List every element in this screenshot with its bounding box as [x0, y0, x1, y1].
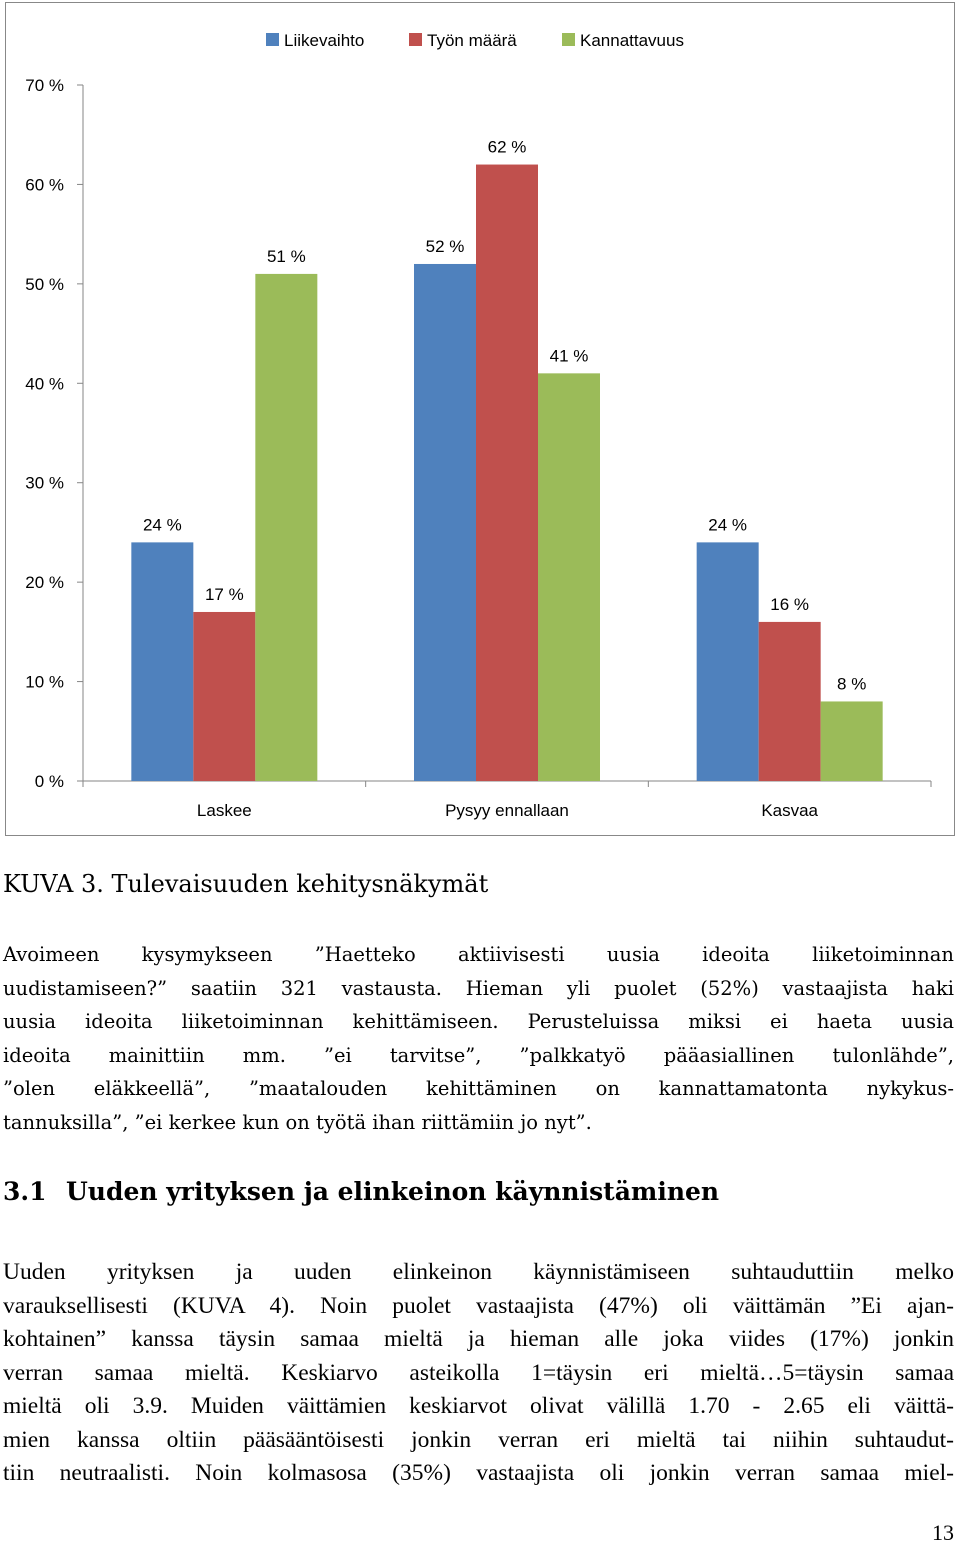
- legend-swatch: [409, 33, 422, 46]
- y-tick-label: 0 %: [34, 772, 64, 791]
- x-tick-label: Kasvaa: [761, 801, 819, 820]
- y-tick-label: 40 %: [25, 374, 64, 394]
- paragraph-line: varauksellisesti (KUVA 4). Noin puolet vastaajista (47%) oli väittämän ”Ei ajan-: [3, 1292, 954, 1319]
- bar-työn-määrä: [476, 165, 538, 781]
- paragraph-line: ideoita mainittiin mm. ”ei tarvitse”, ”palkkatyö pääasiallinen tulonlähde”,: [3, 1043, 954, 1067]
- paragraph-line: mien kanssa oltiin pääsääntöisesti jonkin verran eri mieltä tai niihin suhtaudut-: [3, 1426, 954, 1453]
- bar-liikevaihto: [697, 542, 759, 781]
- y-tick-label: 50 %: [25, 274, 64, 294]
- paragraph-line: Avoimeen kysymykseen ”Haetteko aktiivisesti uusia ideoita liiketoiminnan: [3, 943, 954, 966]
- paragraph-1: [3, 938, 954, 1139]
- paragraph-line: Uuden yrityksen ja uuden elinkeinon käynnistämiseen suhtauduttiin melko: [3, 1259, 954, 1285]
- bar-kannattavuus: [821, 701, 883, 781]
- section-number: 3.1: [3, 1177, 47, 1206]
- y-tick-label: 10 %: [25, 672, 64, 692]
- paragraph-line: verran samaa mieltä. Keskiarvo asteikolla 1=täysin eri mieltä…5=täysin samaa: [3, 1359, 954, 1386]
- paragraph-line: tannuksilla”, ”ei kerkee kun on työtä ihan riittämiin jo nyt”.: [3, 1110, 592, 1134]
- legend-label: Liikevaihto: [284, 31, 365, 50]
- y-tick-label: 70 %: [25, 76, 64, 95]
- data-label: 17 %: [204, 584, 244, 604]
- paragraph-line: ”olen eläkkeellä”, ”maatalouden kehittäminen on kannattamatonta nykykus-: [3, 1077, 954, 1100]
- y-tick-label: 20 %: [25, 573, 64, 593]
- data-label: 51 %: [266, 246, 306, 266]
- page-number: 13: [932, 1520, 954, 1545]
- paragraph-line: tiin neutraalisti. Noin kolmasosa (35%) vastaajista oli jonkin verran samaa miel-: [3, 1460, 954, 1486]
- data-label: 24 %: [708, 515, 748, 535]
- x-tick-label: Pysyy ennallaan: [445, 801, 569, 820]
- paragraph-line: mieltä oli 3.9. Muiden väittämien keskiarvot olivat välillä 1.70 - 2.65 eli väittä-: [3, 1393, 954, 1419]
- figure-caption: KUVA 3. Tulevaisuuden kehitysnäkymät: [3, 870, 489, 898]
- data-label: 62 %: [487, 137, 527, 157]
- data-label: 52 %: [425, 236, 465, 256]
- legend-label: Kannattavuus: [580, 31, 684, 50]
- x-tick-label: Laskee: [196, 801, 252, 820]
- data-label: 16 %: [770, 594, 810, 614]
- data-label: 8 %: [837, 674, 867, 694]
- paragraph-2: [3, 1256, 954, 1491]
- bar-liikevaihto: [414, 264, 476, 781]
- legend-label: Työn määrä: [427, 31, 517, 50]
- y-tick-label: 60 %: [25, 175, 64, 195]
- data-label: 24 %: [142, 515, 182, 535]
- legend-swatch: [266, 33, 279, 46]
- legend-swatch: [562, 33, 575, 46]
- section-title: Uuden yrityksen ja elinkeinon käynnistäminen: [66, 1177, 720, 1206]
- chart-frame: [5, 2, 955, 836]
- paragraph-line: uusia ideoita liiketoiminnan kehittämiseen. Perusteluissa miksi ei haeta uusia: [3, 1010, 954, 1033]
- bar-kannattavuus: [255, 274, 317, 781]
- y-tick-label: 30 %: [25, 473, 64, 493]
- bar-työn-määrä: [759, 622, 821, 781]
- bar-liikevaihto: [131, 542, 193, 781]
- bar-työn-määrä: [193, 612, 255, 781]
- paragraph-line: kohtainen” kanssa täysin samaa mieltä ja hieman alle joka viides (17%) jonkin: [3, 1326, 954, 1352]
- bar-chart: [6, 3, 954, 835]
- section-heading: [3, 1177, 719, 1206]
- data-label: 41 %: [549, 346, 589, 366]
- bar-kannattavuus: [538, 373, 600, 781]
- paragraph-line: uudistamiseen?” saatiin 321 vastausta. Hieman yli puolet (52%) vastaajista haki: [3, 976, 954, 1000]
